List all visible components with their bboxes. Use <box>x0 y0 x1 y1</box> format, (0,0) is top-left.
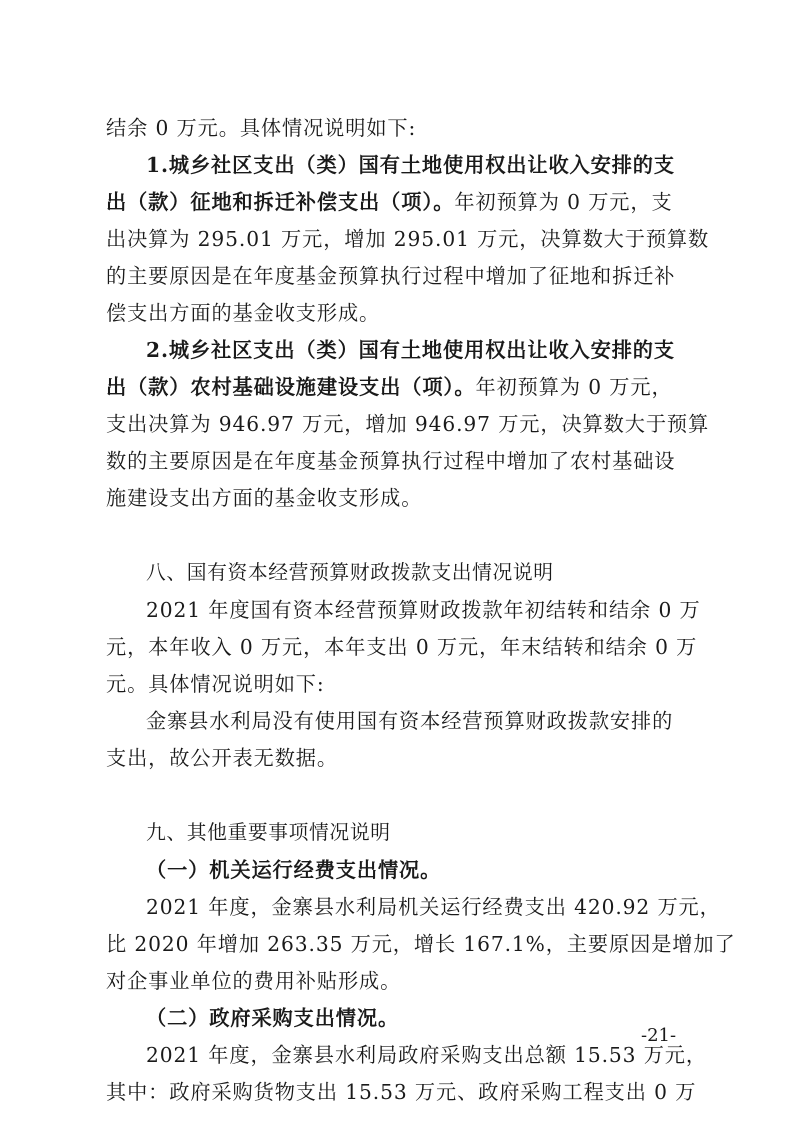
paragraph-line: 金寨县水利局没有使用国有资本经营预算财政拨款安排的 <box>146 709 674 733</box>
paragraph-line: 比 2020 年增加 263.35 万元，增长 167.1%，主要原因是增加了 <box>106 932 736 956</box>
paragraph-line: 支出决算为 946.97 万元，增加 946.97 万元，决算数大于预算 <box>106 412 710 436</box>
subsection-heading-1: （一）机关运行经费支出情况。 <box>146 858 442 882</box>
paragraph-line: 对企事业单位的费用补贴形成。 <box>106 969 402 993</box>
section-heading-8: 八、国有资本经营预算财政拨款支出情况说明 <box>146 561 554 584</box>
item-heading-2-continued: 出（款）农村基础设施建设支出（项）。 <box>106 375 476 399</box>
section-heading-9: 九、其他重要事项情况说明 <box>146 821 391 844</box>
paragraph-line: 元，本年收入 0 万元，本年支出 0 万元，年末结转和结余 0 万 <box>106 635 698 659</box>
paragraph-line: 偿支出方面的基金收支形成。 <box>106 301 381 325</box>
paragraph-line: 结余 0 万元。具体情况说明如下: <box>106 116 417 140</box>
paragraph-line: 支出，故公开表无数据。 <box>106 746 338 770</box>
paragraph-line: 2021 年度国有资本经营预算财政拨款年初结转和结余 0 万 <box>146 598 701 622</box>
item-heading-1: 1.城乡社区支出（类）国有土地使用权出让收入安排的支 <box>146 153 675 177</box>
paragraph-line: 施建设支出方面的基金收支形成。 <box>106 486 423 510</box>
subsection-heading-2: （二）政府采购支出情况。 <box>146 1006 400 1030</box>
paragraph-line: 数的主要原因是在年度基金预算执行过程中增加了农村基础设 <box>106 449 676 473</box>
page-number: -21- <box>641 1025 677 1046</box>
paragraph-line: 的主要原因是在年度基金预算执行过程中增加了征地和拆迁补 <box>106 264 676 288</box>
item-body-text: 年初预算为 0 万元， <box>475 375 673 399</box>
paragraph-line: 2021 年度，金寨县水利局政府采购支出总额 15.53 万元， <box>146 1043 707 1067</box>
paragraph-line: 元。具体情况说明如下: <box>106 672 325 696</box>
item-heading-1-line <box>106 190 673 214</box>
item-body-text: 年初预算为 0 万元，支 <box>454 190 673 214</box>
paragraph-line: 其中：政府采购货物支出 15.53 万元、政府采购工程支出 0 万 <box>106 1080 697 1104</box>
item-heading-2: 2.城乡社区支出（类）国有土地使用权出让收入安排的支 <box>146 338 675 362</box>
item-heading-1-continued: 出（款）征地和拆迁补偿支出（项）。 <box>106 190 455 214</box>
item-heading-2-line <box>106 375 673 399</box>
paragraph-line: 2021 年度，金寨县水利局机关运行经费支出 420.92 万元， <box>146 895 721 919</box>
paragraph-line: 出决算为 295.01 万元，增加 295.01 万元，决算数大于预算数 <box>106 227 710 251</box>
